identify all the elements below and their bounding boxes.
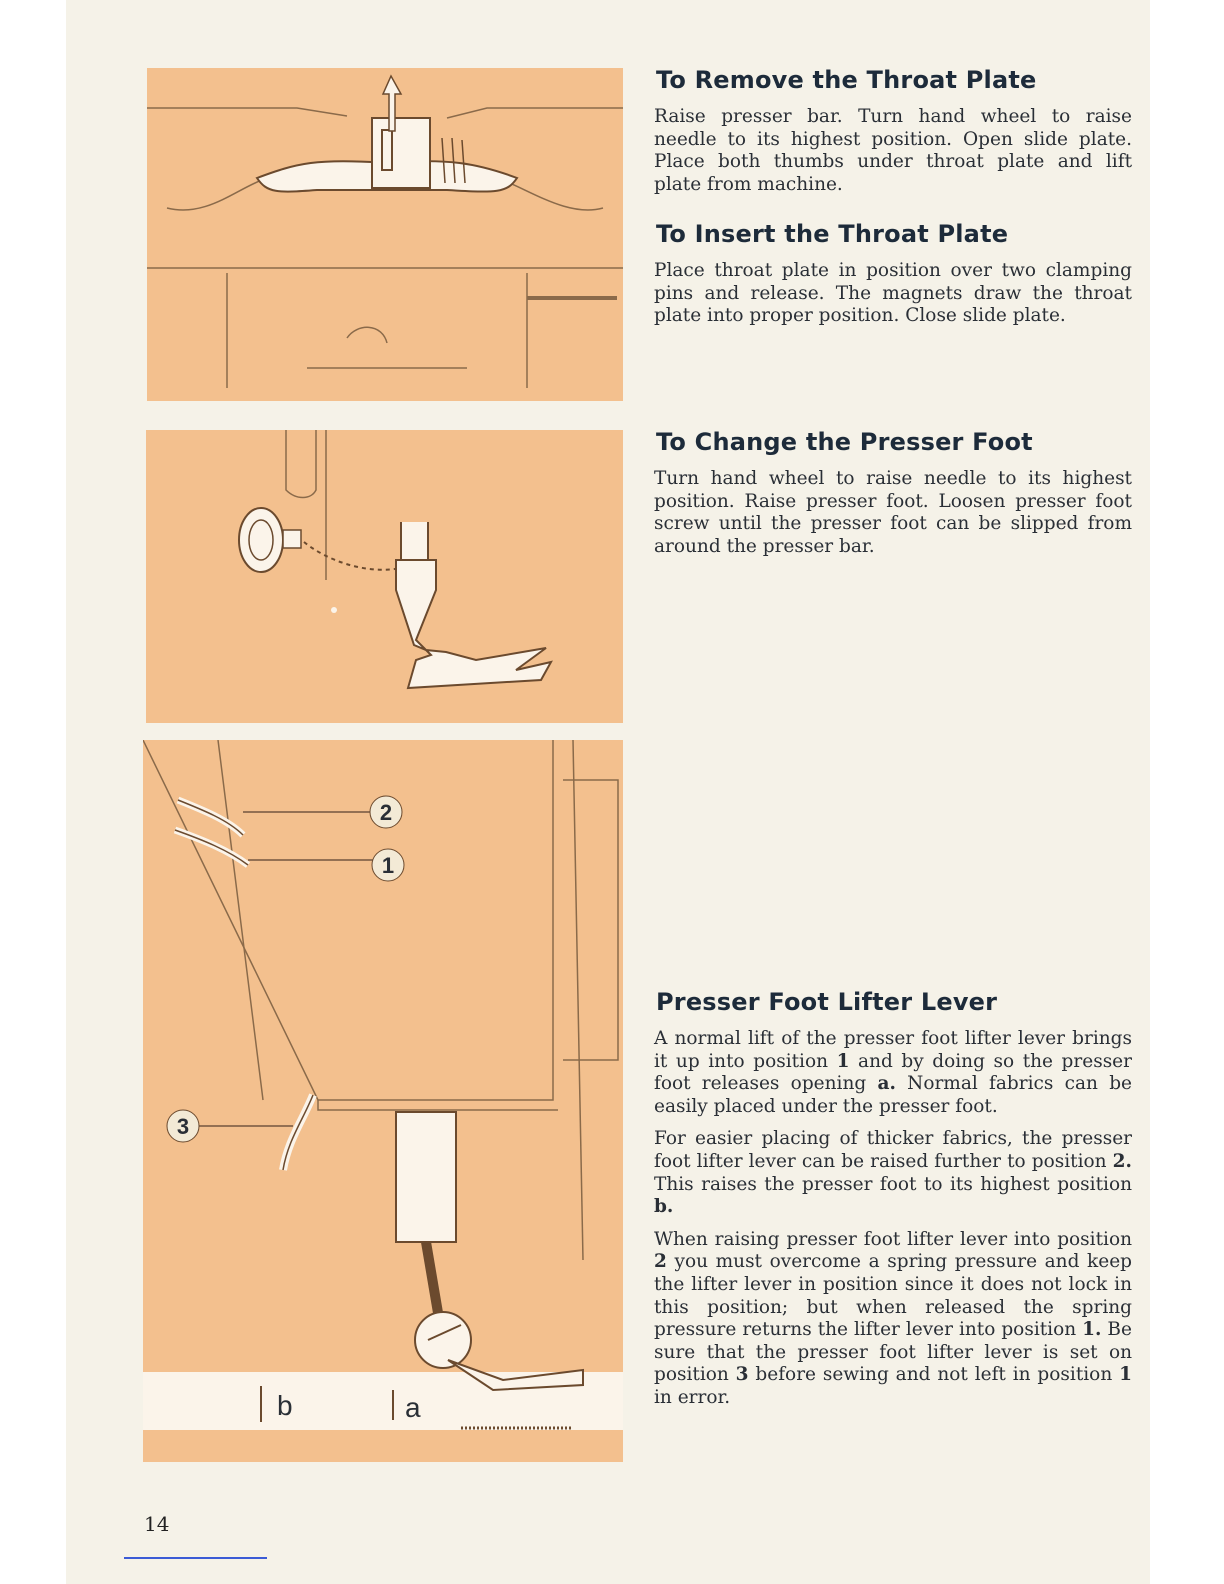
presser-foot-drawing — [146, 430, 623, 723]
lifter-lever-section — [654, 988, 1132, 1420]
lifter-lever-paragraph-1: A normal lift of the presser foot lifter lever brings it up into position 1 and by doing so the presser foot releases opening a. Normal fabrics can be easily placed under the presser foot. — [654, 1028, 1132, 1117]
remove-throat-plate-heading: To Remove the Throat Plate — [656, 66, 1037, 94]
lifter-lever-paragraph-2: For easier placing of thicker fabrics, the presser foot lifter lever can be raised further to position 2. This raises the presser foot to its highest position b. — [654, 1128, 1132, 1218]
page-number: 14 — [144, 1512, 170, 1536]
remove-throat-plate-section — [654, 66, 1132, 206]
insert-throat-plate-section — [654, 220, 1132, 338]
remove-throat-plate-text: Raise presser bar. Turn hand wheel to raise needle to its highest position. Open slide plate. Place both thumbs under throat plate and lift plate from machine. — [654, 106, 1132, 195]
label-1: 1 — [381, 853, 395, 878]
lifter-lever-heading: Presser Foot Lifter Lever — [656, 988, 998, 1016]
footer-rule — [124, 1557, 267, 1559]
lifter-lever-drawing — [143, 740, 623, 1462]
position-1-badge — [372, 849, 404, 881]
lifter-lever-paragraph-3: When raising presser foot lifter lever into position 2 you must overcome a spring pressure and keep the lifter lever in position since it does not lock in this position; but when released the spring pressure returns the lifter lever into position 1. Be sure that the presser foot lifter lever is set on position 3 before sewing and not left in position 1 in error. — [654, 1228, 1132, 1408]
position-3-badge — [167, 1110, 199, 1142]
change-presser-foot-text: Turn hand wheel to raise needle to its highest position. Raise presser foot. Loosen presser foot screw until the presser foot can be slipped from around the presser bar. — [654, 468, 1132, 557]
change-presser-foot-section — [654, 428, 1132, 568]
label-3: 3 — [176, 1114, 190, 1139]
change-presser-foot-heading: To Change the Presser Foot — [656, 428, 1033, 456]
lifter-lever-illustration — [143, 740, 623, 1462]
throat-plate-illustration — [147, 68, 623, 401]
label-a: a — [405, 1392, 421, 1423]
label-2: 2 — [379, 800, 393, 825]
presser-foot-illustration — [146, 430, 623, 723]
position-2-badge — [370, 796, 402, 828]
label-b: b — [277, 1390, 293, 1421]
insert-throat-plate-heading: To Insert the Throat Plate — [656, 220, 1009, 248]
insert-throat-plate-text: Place throat plate in position over two clamping pins and release. The magnets draw the throat plate into proper position. Close slide plate. — [654, 260, 1132, 327]
throat-plate-drawing — [147, 68, 623, 401]
